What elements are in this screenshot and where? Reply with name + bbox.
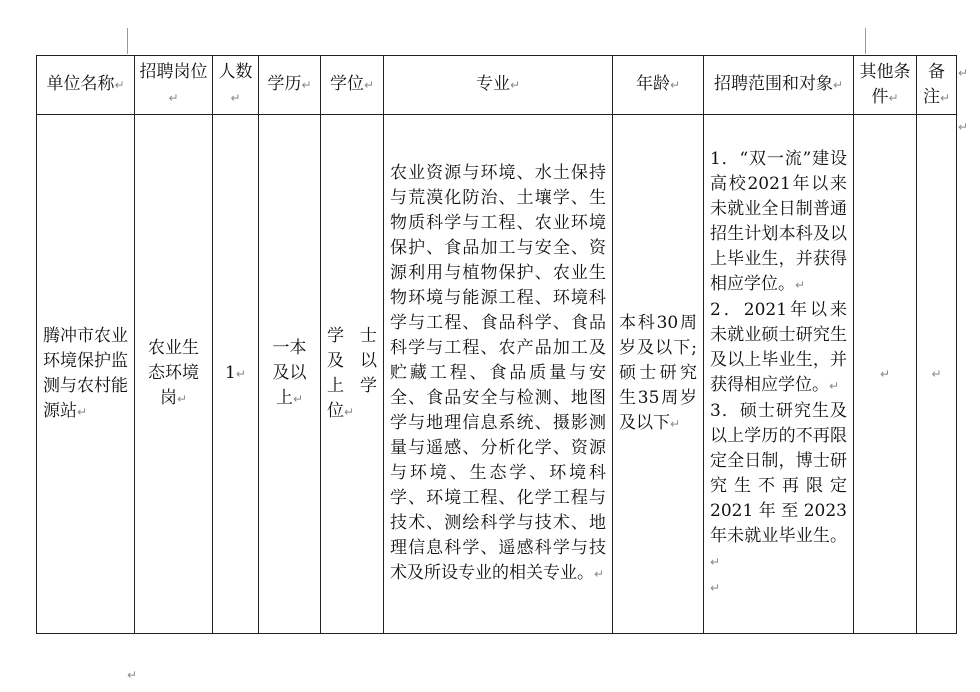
header-position: 招聘岗位↵ xyxy=(135,56,213,115)
cell-remark: ↵ xyxy=(917,115,957,634)
scope-trailing-mark: ↵ xyxy=(710,581,721,595)
table-header-row xyxy=(37,56,957,115)
header-education: 学历↵ xyxy=(259,56,321,115)
cell-age: 本科30周岁及以下;硕士研究生35周岁及以下↵ xyxy=(613,115,704,634)
scope-item-2: 2．2021年以来未就业硕士研究生及以上毕业生，并获得相应学位。↵ xyxy=(710,300,847,395)
cell-position: 农业生态环境岗↵ xyxy=(135,115,213,634)
header-unit-name: 单位名称↵ xyxy=(37,56,135,115)
scope-item-3: 3．硕士研究生及以上学历的不再限定全日制，博士研究生不再限定2021年至2023年未就业毕业生。↵ xyxy=(710,401,847,569)
cell-other-conditions: ↵ xyxy=(854,115,917,634)
row-end-mark-body: ↵ xyxy=(958,120,969,134)
header-age: 年龄↵ xyxy=(613,56,704,115)
header-count: 人数↵ xyxy=(213,56,259,115)
table-row xyxy=(37,115,957,634)
crop-mark-left xyxy=(127,28,128,54)
cell-scope xyxy=(704,115,854,634)
recruitment-table xyxy=(36,55,957,634)
row-end-mark-header: ↵ xyxy=(958,66,969,80)
cell-degree: 学士及以上学位↵ xyxy=(321,115,384,634)
cell-count: 1↵ xyxy=(213,115,259,634)
crop-mark-right xyxy=(865,28,866,54)
cell-major: 农业资源与环境、水土保持与荒漠化防治、土壤学、生物质科学与工程、农业环境保护、食品加工与安全、资源利用与植物保护、农业生物环境与能源工程、环境科学与工程、食品科学、食品科学与工程、农产品加工及贮藏工程、食品质量与安全、食品安全与检测、地图学与地理信息系统、摄影测量与遥感、分析化学、资源与环境、生态学、环境科学、环境工程、化学工程与技术、测绘科学与技术、地理信息科学、遥感科学与技术及所设专业的相关专业。↵ xyxy=(384,115,613,634)
header-remark: 备注↵ xyxy=(917,56,957,115)
header-scope: 招聘范围和对象↵ xyxy=(704,56,854,115)
cell-unit-name: 腾冲市农业环境保护监测与农村能源站↵ xyxy=(37,115,135,634)
header-other-conditions: 其他条件↵ xyxy=(854,56,917,115)
scope-item-1: 1．“双一流”建设高校2021年以来未就业全日制普通招生计划本科及以上毕业生，并获得相应学位。↵ xyxy=(710,149,847,294)
header-degree: 学位↵ xyxy=(321,56,384,115)
cell-education: 一本及以上↵ xyxy=(259,115,321,634)
header-major: 专业↵ xyxy=(384,56,613,115)
paragraph-mark-bottom: ↵ xyxy=(127,668,138,682)
